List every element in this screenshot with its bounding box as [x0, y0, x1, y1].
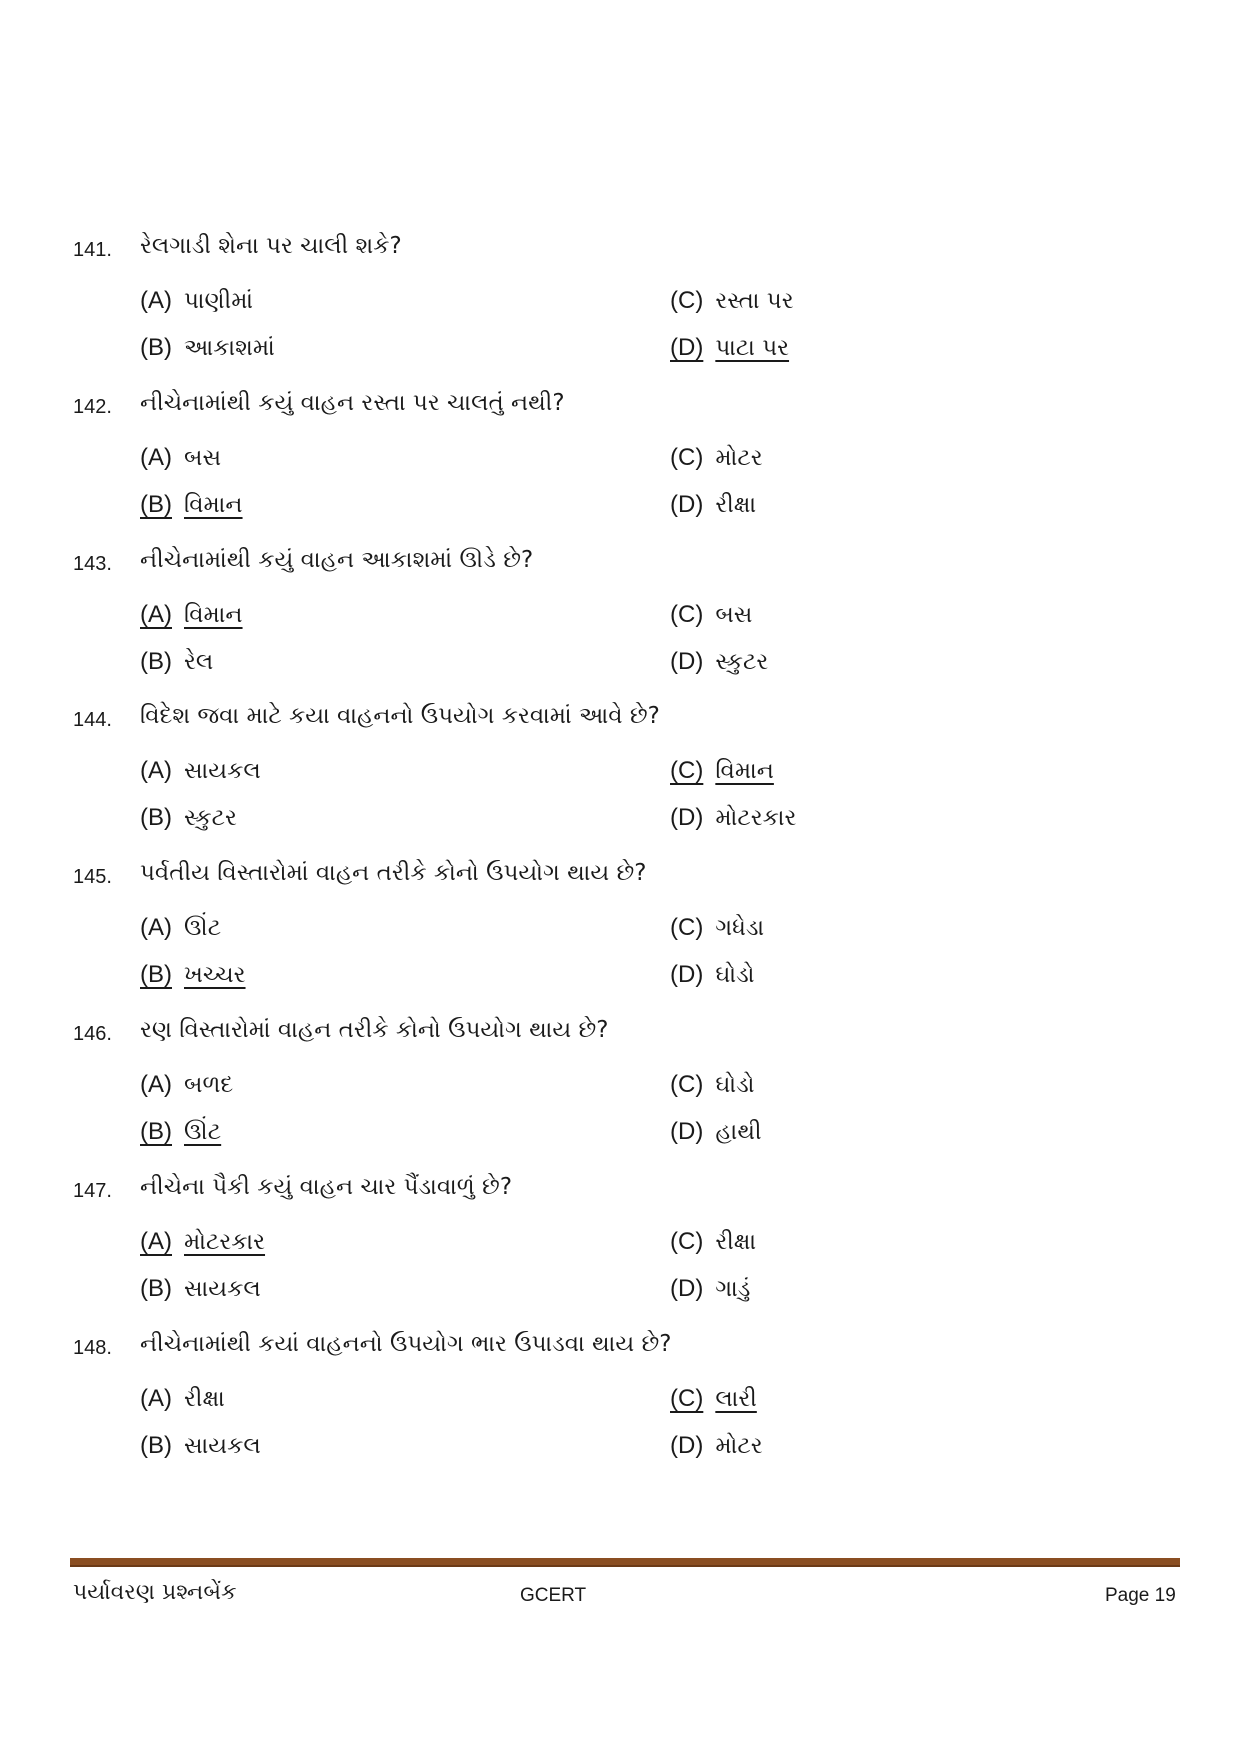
question-number: 142. [73, 396, 112, 418]
option-a [140, 444, 221, 472]
option-letter: (C) [670, 757, 704, 784]
option-text: ઊંટ [184, 915, 222, 941]
option-text: લારી [715, 1386, 757, 1412]
question-148 [0, 1331, 1241, 1481]
option-letter: (A) [140, 757, 172, 784]
option-letter: (A) [140, 914, 172, 941]
option-letter: (A) [140, 601, 172, 628]
option-d [670, 648, 768, 676]
option-letter: (B) [140, 1118, 172, 1145]
option-text: રીક્ષા [184, 1386, 225, 1412]
option-text: ગધેડા [715, 915, 765, 941]
option-text: સ્કુટર [715, 649, 769, 675]
question-number: 145. [73, 866, 112, 888]
option-letter: (C) [670, 914, 704, 941]
option-c [670, 1071, 754, 1099]
option-b [140, 1275, 261, 1303]
option-d [670, 1118, 762, 1146]
question-text: નીચેનામાંથી કયું વાહન રસ્તા પર ચાલતું નથી? [140, 390, 565, 416]
option-letter: (A) [140, 287, 172, 314]
footer-divider [70, 1558, 1180, 1567]
option-text: મોટર [715, 1433, 763, 1459]
question-text: પર્વતીય વિસ્તારોમાં વાહન તરીકે કોનો ઉપયોગ થાય છે? [140, 860, 647, 886]
option-letter: (B) [140, 961, 172, 988]
option-a [140, 757, 261, 785]
option-b [140, 1432, 261, 1460]
option-letter: (C) [670, 1228, 704, 1255]
option-c [670, 287, 794, 315]
option-text: પાટા પર [715, 335, 790, 361]
option-letter: (D) [670, 804, 704, 831]
option-d [670, 961, 754, 989]
option-text: ઘોડો [715, 962, 755, 988]
question-141 [0, 233, 1241, 383]
question-144 [0, 703, 1241, 853]
option-letter: (C) [670, 287, 704, 314]
option-c [670, 914, 764, 942]
option-letter: (C) [670, 444, 704, 471]
option-text: હાથી [715, 1119, 762, 1145]
option-b-correct [140, 1118, 221, 1146]
option-c [670, 444, 763, 472]
option-text: બળદ [184, 1072, 234, 1098]
option-text: વિમાન [184, 492, 243, 518]
option-letter: (B) [140, 1432, 172, 1459]
option-a [140, 1071, 233, 1099]
question-text: નીચેનામાંથી કયું વાહન આકાશમાં ઊડે છે? [140, 547, 534, 573]
footer-publisher: GCERT [520, 1585, 587, 1606]
question-142 [0, 390, 1241, 540]
option-letter: (D) [670, 961, 704, 988]
option-letter: (B) [140, 804, 172, 831]
option-text: ગાડું [715, 1276, 751, 1302]
option-text: બસ [184, 445, 222, 471]
question-number: 144. [73, 709, 112, 731]
option-letter: (B) [140, 491, 172, 518]
option-b [140, 648, 213, 676]
option-text: રીક્ષા [715, 492, 757, 518]
option-a [140, 287, 253, 315]
option-text: સાયકલ [184, 758, 261, 784]
option-d [670, 491, 756, 519]
option-letter: (B) [140, 334, 172, 361]
option-letter: (D) [670, 491, 704, 518]
option-letter: (A) [140, 1385, 172, 1412]
option-text: મોટરકાર [184, 1229, 266, 1255]
option-c [670, 1228, 756, 1256]
option-letter: (A) [140, 1228, 172, 1255]
option-text: પાણીમાં [184, 288, 254, 314]
option-a [140, 1385, 225, 1413]
question-number: 147. [73, 1180, 112, 1202]
option-a-correct [140, 1228, 265, 1256]
option-c [670, 601, 752, 629]
question-143 [0, 547, 1241, 697]
option-letter: (A) [140, 444, 172, 471]
option-text: મોટર [715, 445, 763, 471]
option-text: રીક્ષા [715, 1229, 757, 1255]
option-letter: (D) [670, 1275, 704, 1302]
option-text: રસ્તા પર [715, 288, 794, 314]
option-d [670, 1275, 750, 1303]
question-number: 148. [73, 1337, 112, 1359]
option-letter: (C) [670, 1071, 704, 1098]
option-letter: (C) [670, 601, 704, 628]
option-letter: (B) [140, 648, 172, 675]
option-letter: (A) [140, 1071, 172, 1098]
option-text: ઘોડો [715, 1072, 755, 1098]
question-number: 143. [73, 553, 112, 575]
question-text: વિદેશ જવા માટે કયા વાહનનો ઉપયોગ કરવામાં આવે છે? [140, 703, 660, 729]
option-a-correct [140, 601, 243, 629]
option-b-correct [140, 961, 246, 989]
question-146 [0, 1017, 1241, 1167]
option-text: વિમાન [184, 602, 243, 628]
option-c-correct [670, 757, 774, 785]
option-d [670, 1432, 763, 1460]
question-text: રણ વિસ્તારોમાં વાહન તરીકે કોનો ઉપયોગ થાય છે? [140, 1017, 609, 1043]
question-number: 141. [73, 239, 112, 261]
question-text: રેલગાડી શેના પર ચાલી શકે? [140, 233, 402, 259]
option-text: વિમાન [715, 758, 774, 784]
question-text: નીચેનામાંથી કયાં વાહનનો ઉપયોગ ભાર ઉપાડવા થાય છે? [140, 1331, 672, 1357]
option-letter: (D) [670, 1118, 704, 1145]
option-text: ખચ્ચર [184, 962, 246, 988]
option-b [140, 804, 237, 832]
question-text: નીચેના પૈકી કયું વાહન ચાર પૈંડાવાળું છે? [140, 1174, 513, 1200]
option-d-correct [670, 334, 789, 362]
option-b-correct [140, 491, 243, 519]
option-letter: (B) [140, 1275, 172, 1302]
page-number: Page 19 [1105, 1585, 1176, 1606]
option-text: સાયકલ [184, 1276, 261, 1302]
option-letter: (D) [670, 1432, 704, 1459]
footer-book-title: પર્યાવરણ પ્રશ્નબેંક [73, 1580, 237, 1605]
option-text: ઊંટ [184, 1119, 222, 1145]
option-letter: (D) [670, 648, 704, 675]
option-letter: (D) [670, 334, 704, 361]
option-text: બસ [715, 602, 753, 628]
option-text: રેલ [184, 649, 214, 675]
option-letter: (C) [670, 1385, 704, 1412]
option-c-correct [670, 1385, 757, 1413]
option-text: આકાશમાં [184, 335, 275, 361]
option-b [140, 334, 275, 362]
question-147 [0, 1174, 1241, 1324]
option-text: મોટરકાર [715, 805, 797, 831]
question-number: 146. [73, 1023, 112, 1045]
option-text: સાયકલ [184, 1433, 261, 1459]
option-a [140, 914, 221, 942]
option-text: સ્કુટર [184, 805, 237, 831]
question-145 [0, 860, 1241, 1010]
option-d [670, 804, 796, 832]
